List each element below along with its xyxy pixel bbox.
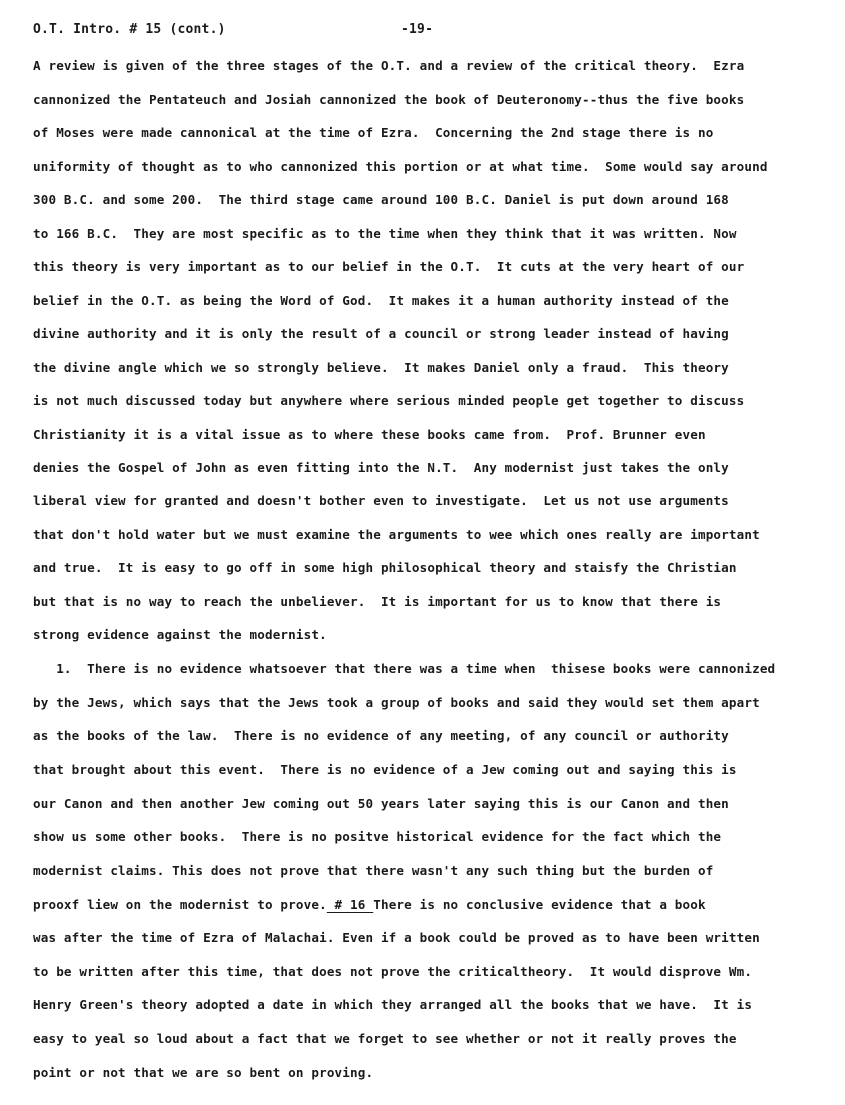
- body-line: this theory is very important as to our belief in the O.T. It cuts at the very heart of our: [33, 259, 745, 274]
- body-line: to be written after this time, that does not prove the criticaltheory. It would disprove Wm.: [33, 964, 753, 979]
- body-line: modernist claims. This does not prove that there wasn't any such thing but the burden of: [33, 863, 714, 878]
- body-line: the divine angle which we so strongly believe. It makes Daniel only a fraud. This theory: [33, 360, 729, 375]
- body-line: is not much discussed today but anywhere where serious minded people get together to discuss: [33, 393, 745, 408]
- body-line-text: prooxf liew on the modernist to prove.: [33, 897, 327, 912]
- body-line: and true. It is easy to go off in some high philosophical theory and staisfy the Christian: [33, 560, 737, 575]
- page-number: -19-: [401, 22, 434, 37]
- body-line: to 166 B.C. They are most specific as to the time when they think that it was written. Now: [33, 226, 737, 241]
- body-line: point or not that we are so bent on proving.: [33, 1065, 374, 1080]
- body-line: Henry Green's theory adopted a date in which they arranged all the books that we have. It is: [33, 997, 753, 1012]
- body-line: that don't hold water but we must examine the arguments to wee which ones really are important: [33, 527, 760, 542]
- body-line: as the books of the law. There is no evidence of any meeting, of any council or authority: [33, 728, 729, 743]
- body-line: of Moses were made cannonical at the time of Ezra. Concerning the 2nd stage there is no: [33, 125, 714, 140]
- body-line: uniformity of thought as to who cannonized this portion or at what time. Some would say around: [33, 159, 768, 174]
- body-line: easy to yeal so loud about a fact that we forget to see whether or not it really proves the: [33, 1031, 737, 1046]
- body-line: Christianity it is a vital issue as to where these books came from. Prof. Brunner even: [33, 427, 706, 442]
- body-line: denies the Gospel of John as even fitting into the N.T. Any modernist just takes the only: [33, 460, 729, 475]
- body-line: cannonized the Pentateuch and Josiah cannonized the book of Deuteronomy--thus the five books: [33, 92, 745, 107]
- body-line: A review is given of the three stages of the O.T. and a review of the critical theory. Ezra: [33, 58, 745, 73]
- body-line: our Canon and then another Jew coming out 50 years later saying this is our Canon and then: [33, 796, 729, 811]
- body-line: 300 B.C. and some 200. The third stage came around 100 B.C. Daniel is put down around 168: [33, 192, 729, 207]
- body-line: 1. There is no evidence whatsoever that there was a time when thisese books were cannonized: [33, 661, 776, 676]
- body-line: but that is no way to reach the unbeliever. It is important for us to know that there is: [33, 594, 722, 609]
- body-line: that brought about this event. There is no evidence of a Jew coming out and saying this is: [33, 762, 737, 777]
- body-line: by the Jews, which says that the Jews took a group of books and said they would set them apart: [33, 695, 760, 710]
- body-line: was after the time of Ezra of Malachai. Even if a book could be proved as to have been written: [33, 930, 760, 945]
- body-line: divine authority and it is only the result of a council or strong leader instead of having: [33, 326, 729, 341]
- lecture-reference-marker: # 16: [326, 897, 374, 912]
- body-line: [33, 896, 706, 914]
- lecture-title: O.T. Intro. # 15 (cont.): [33, 22, 226, 37]
- body-line: strong evidence against the modernist.: [33, 627, 327, 642]
- body-line: liberal view for granted and doesn't bother even to investigate. Let us not use arguments: [33, 493, 729, 508]
- body-line: show us some other books. There is no positve historical evidence for the fact which the: [33, 829, 722, 844]
- body-line: belief in the O.T. as being the Word of God. It makes it a human authority instead of the: [33, 293, 729, 308]
- page-header: [33, 22, 813, 44]
- body-line-tail: There is no conclusive evidence that a book: [373, 897, 706, 912]
